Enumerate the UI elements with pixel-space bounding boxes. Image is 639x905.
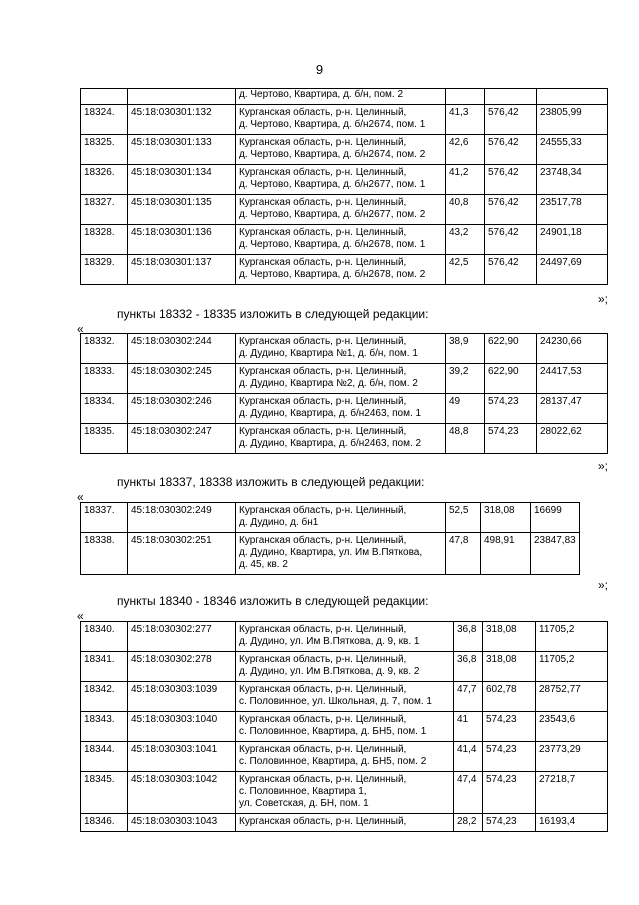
address-line: д. Дудино, Квартира, д. б/н2463, пом. 2: [239, 438, 422, 449]
address-cell: [236, 255, 446, 285]
address-cell: [236, 225, 446, 255]
address-line: Курганская область, р-н. Целинный,: [239, 336, 407, 347]
value-cell: 23543,6: [536, 712, 608, 742]
address-cell: [236, 135, 446, 165]
cadastral-number-cell: 45:18:030302:246: [128, 394, 236, 424]
value-cell: 24901,18: [537, 225, 608, 255]
cadastral-number-cell: [128, 89, 236, 105]
item-number-cell: 18340.: [81, 622, 128, 652]
table-row: [81, 195, 608, 225]
address-line: д. Чертово, Квартира, д. б/н2678, пом. 1: [239, 239, 426, 250]
table-row: [81, 225, 608, 255]
address-line: Курганская область, р-н. Целинный,: [239, 535, 407, 546]
address-line: с. Половинное, Квартира, д. БН5, пом. 1: [239, 726, 427, 737]
area-cell: 41,2: [446, 165, 485, 195]
amendment-intro: пункты 18332 - 18335 изложить в следующей редакции:: [117, 307, 429, 321]
rate-cell: 576,42: [485, 165, 537, 195]
address-cell: [236, 622, 454, 652]
cadastral-number-cell: 45:18:030301:135: [128, 195, 236, 225]
closing-quote: »;: [598, 578, 609, 592]
cadastral-number-cell: 45:18:030302:277: [128, 622, 236, 652]
opening-quote: «: [77, 609, 84, 623]
address-line: д. Дудино, Квартира, д. б/н2463, пом. 1: [239, 408, 422, 419]
address-line: Курганская область, р-н. Целинный,: [239, 426, 407, 437]
area-cell: 41,4: [454, 742, 483, 772]
value-cell: [537, 89, 608, 105]
table-row: [81, 394, 608, 424]
rate-cell: [485, 89, 537, 105]
value-cell: 23773,29: [536, 742, 608, 772]
area-cell: 36,8: [454, 652, 483, 682]
item-number-cell: 18337.: [81, 503, 128, 533]
rate-cell: 622,90: [485, 334, 537, 364]
amendment-intro: пункты 18340 - 18346 изложить в следующей редакции:: [117, 594, 429, 608]
area-cell: 42,6: [446, 135, 485, 165]
area-cell: 47,7: [454, 682, 483, 712]
address-line: д. Дудино, ул. Им В.Пяткова, д. 9, кв. 2: [239, 666, 420, 677]
address-line: Курганская область, р-н. Целинный,: [239, 714, 407, 725]
rate-cell: 574,23: [483, 814, 536, 832]
address-line: д. Дудино, д. бн1: [239, 517, 319, 528]
value-cell: 23805,99: [537, 105, 608, 135]
cadastral-number-cell: 45:18:030303:1043: [128, 814, 236, 832]
rate-cell: 574,23: [483, 712, 536, 742]
address-line: Курганская область, р-н. Целинный,: [239, 816, 407, 827]
table-row: [81, 135, 608, 165]
address-line: д. Чертово, Квартира, д. б/н2677, пом. 2: [239, 209, 426, 220]
address-cell: [236, 89, 446, 105]
value-cell: 23847,83: [531, 533, 580, 575]
value-cell: 24230,66: [537, 334, 608, 364]
address-line: д. Чертово, Квартира, д. б/н, пом. 2: [239, 89, 404, 100]
address-cell: [236, 394, 446, 424]
area-cell: 38,9: [446, 334, 485, 364]
address-line: ул. Советская, д. БН, пом. 1: [239, 798, 369, 809]
registry-table: [80, 88, 608, 285]
cadastral-number-cell: 45:18:030302:245: [128, 364, 236, 394]
area-cell: 41: [454, 712, 483, 742]
cadastral-number-cell: 45:18:030301:136: [128, 225, 236, 255]
address-line: Курганская область, р-н. Целинный,: [239, 774, 407, 785]
address-cell: [236, 364, 446, 394]
value-cell: 11705,2: [536, 652, 608, 682]
rate-cell: 574,23: [485, 394, 537, 424]
item-number-cell: 18332.: [81, 334, 128, 364]
address-line: Курганская область, р-н. Целинный,: [239, 396, 407, 407]
value-cell: 16699: [531, 503, 580, 533]
page-number: 9: [315, 62, 324, 77]
area-cell: 28,2: [454, 814, 483, 832]
item-number-cell: 18342.: [81, 682, 128, 712]
address-line: Курганская область, р-н. Целинный,: [239, 197, 407, 208]
table-row: [81, 334, 608, 364]
item-number-cell: 18338.: [81, 533, 128, 575]
address-line: Курганская область, р-н. Целинный,: [239, 257, 407, 268]
address-line: Курганская область, р-н. Целинный,: [239, 744, 407, 755]
cadastral-number-cell: 45:18:030302:247: [128, 424, 236, 454]
address-cell: [236, 652, 454, 682]
address-cell: [236, 195, 446, 225]
address-line: д. Дудино, Квартира №1, д. б/н, пом. 1: [239, 348, 418, 359]
address-line: д. Чертово, Квартира, д. б/н2674, пом. 1: [239, 119, 426, 130]
address-line: д. Чертово, Квартира, д. б/н2677, пом. 1: [239, 179, 426, 190]
value-cell: 23517,78: [537, 195, 608, 225]
table-row: [81, 814, 608, 832]
area-cell: 52,5: [446, 503, 481, 533]
rate-cell: 602,78: [483, 682, 536, 712]
item-number-cell: 18325.: [81, 135, 128, 165]
rate-cell: 574,23: [483, 772, 536, 814]
address-line: с. Половинное, ул. Школьная, д. 7, пом. 1: [239, 696, 432, 707]
table-row: [81, 105, 608, 135]
item-number-cell: 18345.: [81, 772, 128, 814]
amendment-intro: пункты 18337, 18338 изложить в следующей редакции:: [117, 475, 425, 489]
rate-cell: 576,42: [485, 255, 537, 285]
item-number-cell: 18341.: [81, 652, 128, 682]
table-row: [81, 424, 608, 454]
area-cell: 49: [446, 394, 485, 424]
cadastral-number-cell: 45:18:030302:251: [128, 533, 236, 575]
cadastral-number-cell: 45:18:030301:137: [128, 255, 236, 285]
item-number-cell: 18329.: [81, 255, 128, 285]
opening-quote: «: [77, 490, 84, 504]
value-cell: 27218,7: [536, 772, 608, 814]
item-number-cell: 18334.: [81, 394, 128, 424]
cadastral-number-cell: 45:18:030301:134: [128, 165, 236, 195]
address-line: Курганская область, р-н. Целинный,: [239, 167, 407, 178]
area-cell: 39,2: [446, 364, 485, 394]
table-row: [81, 255, 608, 285]
area-cell: 41,3: [446, 105, 485, 135]
address-line: Курганская область, р-н. Целинный,: [239, 684, 407, 695]
area-cell: 43,2: [446, 225, 485, 255]
table-row: [81, 742, 608, 772]
registry-table: [80, 502, 580, 575]
address-line: д. Дудино, ул. Им В.Пяткова, д. 9, кв. 1: [239, 636, 420, 647]
address-cell: [236, 165, 446, 195]
rate-cell: 318,08: [481, 503, 531, 533]
value-cell: 28022,62: [537, 424, 608, 454]
address-line: Курганская область, р-н. Целинный,: [239, 137, 407, 148]
registry-table: [80, 621, 608, 832]
address-cell: [236, 334, 446, 364]
cadastral-number-cell: 45:18:030303:1040: [128, 712, 236, 742]
address-line: д. 45, кв. 2: [239, 559, 288, 570]
item-number-cell: 18328.: [81, 225, 128, 255]
cadastral-number-cell: 45:18:030303:1039: [128, 682, 236, 712]
address-cell: [236, 105, 446, 135]
rate-cell: 576,42: [485, 105, 537, 135]
cadastral-number-cell: 45:18:030302:244: [128, 334, 236, 364]
address-line: Курганская область, р-н. Целинный,: [239, 107, 407, 118]
table-row: [81, 712, 608, 742]
address-cell: [236, 533, 446, 575]
address-line: Курганская область, р-н. Целинный,: [239, 505, 407, 516]
rate-cell: 574,23: [485, 424, 537, 454]
address-line: д. Дудино, Квартира, ул. Им В.Пяткова,: [239, 547, 423, 558]
address-cell: [236, 424, 446, 454]
value-cell: 28752,77: [536, 682, 608, 712]
address-cell: [236, 742, 454, 772]
table-row: [81, 682, 608, 712]
rate-cell: 576,42: [485, 135, 537, 165]
cadastral-number-cell: 45:18:030302:278: [128, 652, 236, 682]
rate-cell: 576,42: [485, 225, 537, 255]
address-line: Курганская область, р-н. Целинный,: [239, 624, 407, 635]
address-line: с. Половинное, Квартира, д. БН5, пом. 2: [239, 756, 427, 767]
opening-quote: «: [77, 322, 84, 336]
item-number-cell: 18324.: [81, 105, 128, 135]
table-row: [81, 364, 608, 394]
rate-cell: 576,42: [485, 195, 537, 225]
area-cell: 48,8: [446, 424, 485, 454]
cadastral-number-cell: 45:18:030303:1042: [128, 772, 236, 814]
item-number-cell: 18344.: [81, 742, 128, 772]
area-cell: 42,5: [446, 255, 485, 285]
item-number-cell: 18335.: [81, 424, 128, 454]
closing-quote: »;: [598, 292, 609, 306]
rate-cell: 318,08: [483, 652, 536, 682]
value-cell: 23748,34: [537, 165, 608, 195]
address-cell: [236, 682, 454, 712]
rate-cell: 318,08: [483, 622, 536, 652]
address-line: Курганская область, р-н. Целинный,: [239, 366, 407, 377]
address-cell: [236, 712, 454, 742]
value-cell: 24497,69: [537, 255, 608, 285]
closing-quote: »;: [598, 459, 609, 473]
value-cell: 24417,53: [537, 364, 608, 394]
table-row: [81, 503, 580, 533]
value-cell: 24555,33: [537, 135, 608, 165]
rate-cell: 622,90: [485, 364, 537, 394]
item-number-cell: 18346.: [81, 814, 128, 832]
area-cell: [446, 89, 485, 105]
address-line: с. Половинное, Квартира 1,: [239, 786, 367, 797]
address-cell: [236, 503, 446, 533]
value-cell: 11705,2: [536, 622, 608, 652]
address-cell: [236, 814, 454, 832]
rate-cell: 498,91: [481, 533, 531, 575]
cadastral-number-cell: 45:18:030302:249: [128, 503, 236, 533]
area-cell: 47,4: [454, 772, 483, 814]
area-cell: 47,8: [446, 533, 481, 575]
registry-table: [80, 333, 608, 454]
item-number-cell: 18326.: [81, 165, 128, 195]
area-cell: 40,8: [446, 195, 485, 225]
cadastral-number-cell: 45:18:030301:133: [128, 135, 236, 165]
address-line: Курганская область, р-н. Целинный,: [239, 654, 407, 665]
address-line: д. Дудино, Квартира №2, д. б/н, пом. 2: [239, 378, 418, 389]
address-line: Курганская область, р-н. Целинный,: [239, 227, 407, 238]
value-cell: 28137,47: [537, 394, 608, 424]
table-row: [81, 89, 608, 105]
table-row: [81, 533, 580, 575]
table-row: [81, 622, 608, 652]
item-number-cell: [81, 89, 128, 105]
cadastral-number-cell: 45:18:030301:132: [128, 105, 236, 135]
address-cell: [236, 772, 454, 814]
address-line: д. Чертово, Квартира, д. б/н2678, пом. 2: [239, 269, 426, 280]
value-cell: 16193,4: [536, 814, 608, 832]
table-row: [81, 772, 608, 814]
rate-cell: 574,23: [483, 742, 536, 772]
table-row: [81, 652, 608, 682]
cadastral-number-cell: 45:18:030303:1041: [128, 742, 236, 772]
item-number-cell: 18333.: [81, 364, 128, 394]
area-cell: 36,8: [454, 622, 483, 652]
item-number-cell: 18343.: [81, 712, 128, 742]
table-row: [81, 165, 608, 195]
item-number-cell: 18327.: [81, 195, 128, 225]
address-line: д. Чертово, Квартира, д. б/н2674, пом. 2: [239, 149, 426, 160]
